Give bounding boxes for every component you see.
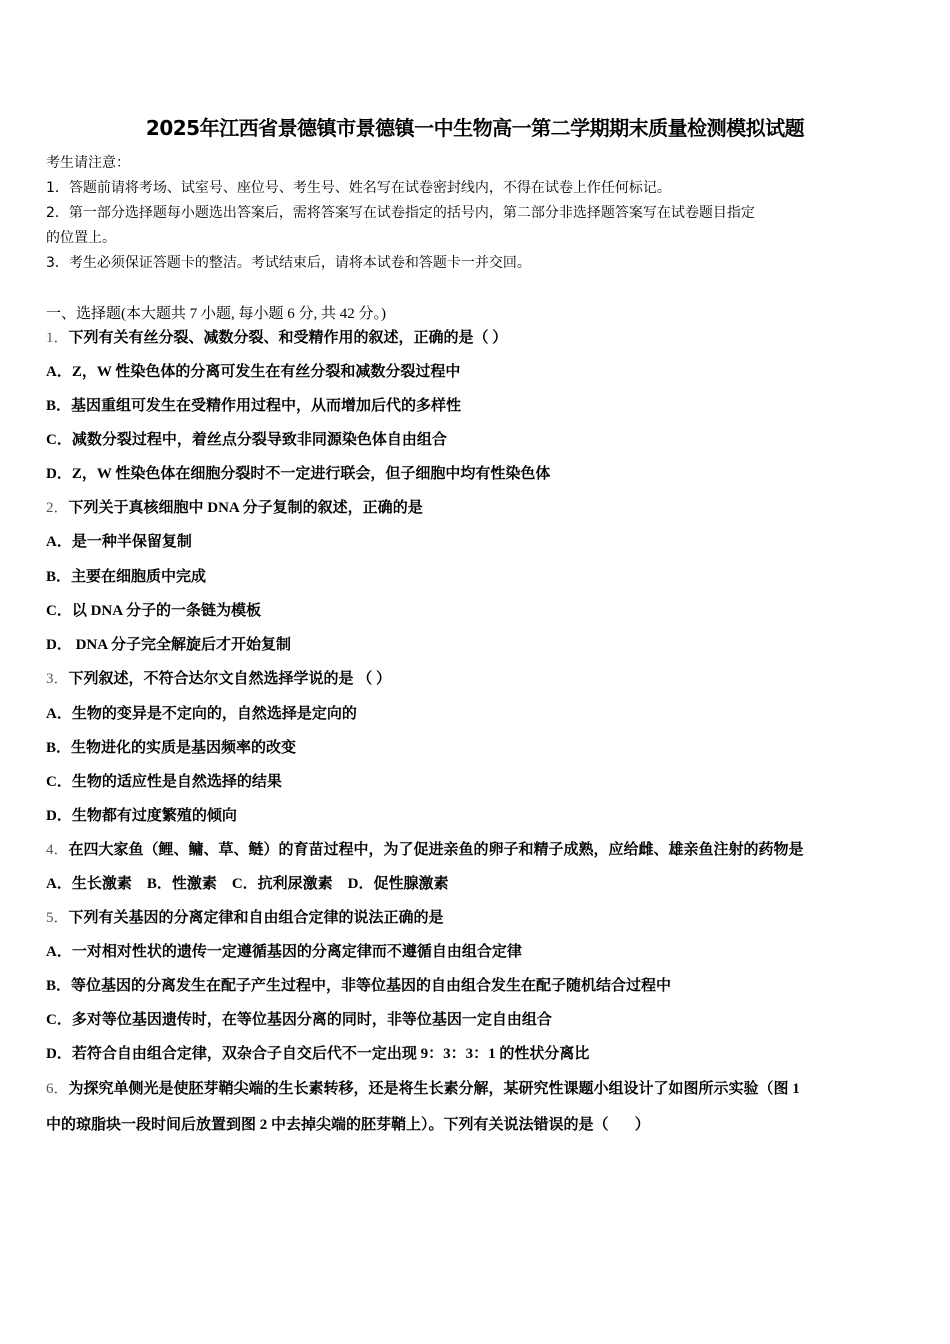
q2-option-b: B．主要在细胞质中完成 xyxy=(46,569,207,585)
question-4 xyxy=(46,838,804,859)
notice-item-2: 2．第一部分选择题每小题选出答案后，需将答案写在试卷指定的括号内，第二部分非选择题答案写在试卷题目指定 xyxy=(46,205,755,221)
notice-item-3: 3．考生必须保证答题卡的整洁。考试结束后，请将本试卷和答题卡一并交回。 xyxy=(46,255,531,271)
q3-option-a: A．生物的变异是不定向的，自然选择是定向的 xyxy=(46,706,357,722)
notice-heading: 考生请注意： xyxy=(46,155,130,171)
q1-option-c: C．减数分裂过程中，着丝点分裂导致非同源染色体自由组合 xyxy=(46,432,447,448)
question-1 xyxy=(46,326,507,347)
q5-option-a: A．一对相对性状的遗传一定遵循基因的分离定律而不遵循自由组合定律 xyxy=(46,944,522,960)
question-number: 4． xyxy=(46,842,69,858)
q5-option-c: C．多对等位基因遗传时，在等位基因分离的同时，非等位基因一定自由组合 xyxy=(46,1012,552,1028)
q1-option-a: A．Z，W 性染色体的分离可发生在有丝分裂和减数分裂过程中 xyxy=(46,364,461,380)
question-5 xyxy=(46,906,444,927)
question-6-cont: 中的琼脂块一段时间后放置到图 2 中去掉尖端的胚芽鞘上）。下列有关说法错误的是（ ） xyxy=(46,1117,650,1133)
question-number: 3． xyxy=(46,671,69,687)
page-title: 2025年江西省景德镇市景德镇一中生物高一第二学期期末质量检测模拟试题 xyxy=(145,116,805,140)
q3-option-c: C．生物的适应性是自然选择的结果 xyxy=(46,774,282,790)
q5-option-b: B．等位基因的分离发生在配子产生过程中，非等位基因的自由组合发生在配子随机结合过程中 xyxy=(46,978,672,994)
question-text: 为探究单侧光是使胚芽鞘尖端的生长素转移，还是将生长素分解，某研究性课题小组设计了如图所示实验（图 1 xyxy=(68,1081,800,1097)
q5-option-d: D．若符合自由组合定律，双杂合子自交后代不一定出现 9：3：3：1 的性状分离比 xyxy=(46,1046,590,1062)
question-3 xyxy=(46,667,391,688)
notice-item-2-cont: 的位置上。 xyxy=(46,230,116,246)
q3-option-d: D．生物都有过度繁殖的倾向 xyxy=(46,808,237,824)
question-2 xyxy=(46,496,423,517)
q2-option-c: C．以 DNA 分子的一条链为模板 xyxy=(46,603,262,619)
question-6 xyxy=(46,1077,800,1098)
question-number: 1． xyxy=(46,330,69,346)
question-text: 下列有关有丝分裂、减数分裂、和受精作用的叙述，正确的是（ ） xyxy=(68,330,508,346)
q2-option-d: D． DNA 分子完全解旋后才开始复制 xyxy=(46,637,292,653)
question-text: 在四大家鱼（鲤、鳙、草、鲢）的育苗过程中，为了促进亲鱼的卵子和精子成熟，应给雌、雄亲鱼注射的药物是 xyxy=(68,842,804,858)
section-heading: 一、选择题(本大题共 7 小题, 每小题 6 分, 共 42 分。) xyxy=(46,306,386,322)
q1-option-b: B．基因重组可发生在受精作用过程中，从而增加后代的多样性 xyxy=(46,398,462,414)
q1-option-d: D．Z，W 性染色体在细胞分裂时不一定进行联会，但子细胞中均有性染色体 xyxy=(46,466,551,482)
question-text: 下列叙述，不符合达尔文自然选择学说的是 （ ） xyxy=(68,671,392,687)
q4-options: A．生长激素 B．性激素 C．抗利尿激素 D．促性腺激素 xyxy=(46,876,449,892)
q2-option-a: A．是一种半保留复制 xyxy=(46,534,192,550)
question-number: 5． xyxy=(46,910,69,926)
question-number: 6． xyxy=(46,1081,69,1097)
question-text: 下列有关基因的分离定律和自由组合定律的说法正确的是 xyxy=(68,910,444,926)
q3-option-b: B．生物进化的实质是基因频率的改变 xyxy=(46,740,297,756)
notice-item-1: 1．答题前请将考场、试室号、座位号、考生号、姓名写在试卷密封线内，不得在试卷上作任何标记。 xyxy=(46,180,671,196)
question-text: 下列关于真核细胞中 DNA 分子复制的叙述，正确的是 xyxy=(68,500,423,516)
question-number: 2． xyxy=(46,500,69,516)
